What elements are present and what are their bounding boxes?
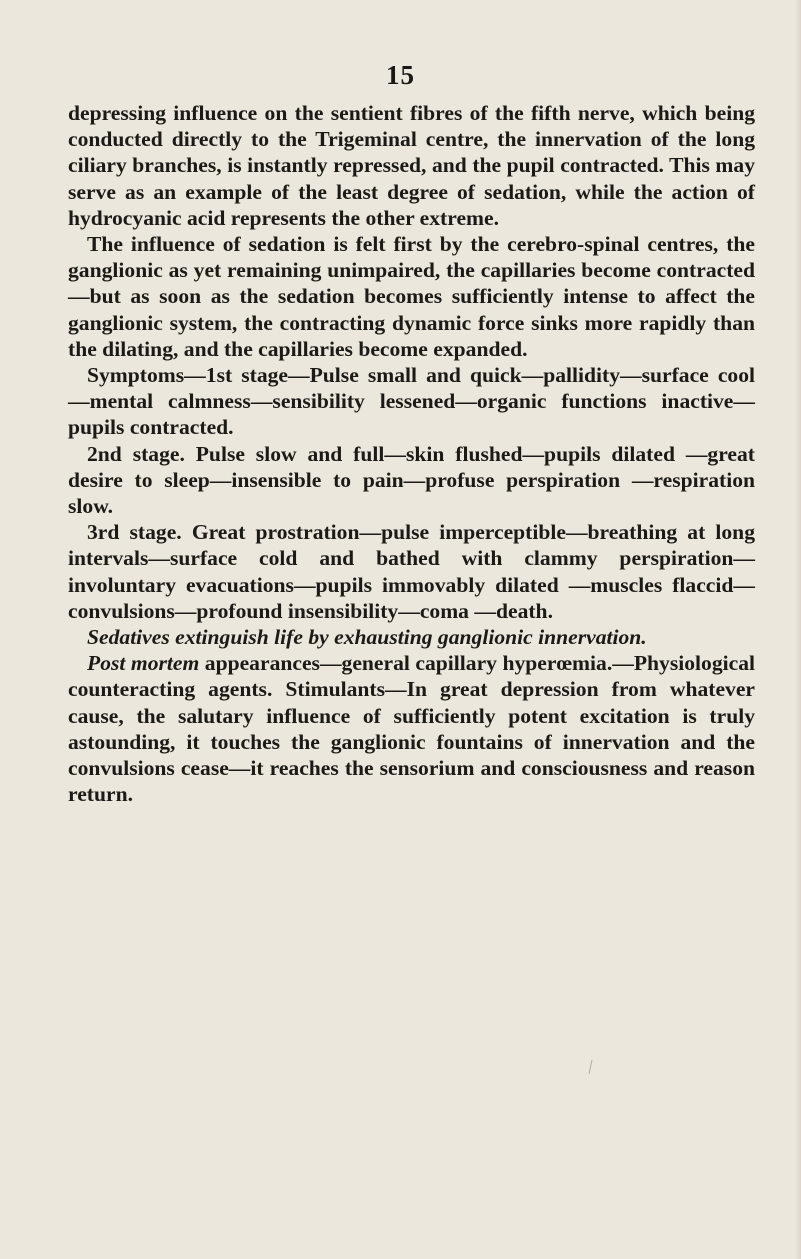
page-edge-shadow — [795, 0, 801, 1259]
paragraph-second-stage: 2nd stage. Pulse slow and full—skin flushed—pupils dilated —great desire to sleep—insensible to pain—profuse perspiration —respiration slow. — [68, 441, 755, 519]
page-number: 15 — [386, 60, 415, 90]
paragraph-sedatives-principle: Sedatives extinguish life by exhausting ganglionic innervation. — [87, 625, 647, 650]
post-mortem-text: appearances—general capillary hyperœmia.—Physiological counteracting agents. Stimulants—In great depression from whatever cause, the salutary influence of sufficiently potent excitation is truly astounding, it touches the ganglionic fountains of innervation and the convulsions cease—it reaches the sensorium and consciousness and reason return. — [68, 651, 755, 807]
paragraph-symptoms-first-stage: Symptoms—1st stage—Pulse small and quick—pallidity—surface cool—mental calmness—sensibility lessened—organic functions inactive—pupils contracted. — [68, 363, 755, 440]
stray-pencil-mark — [589, 1060, 593, 1074]
post-mortem-italic-lead: Post mortem — [87, 651, 200, 676]
paragraph-post-mortem — [68, 650, 755, 807]
body-text — [68, 100, 755, 807]
paragraph-third-stage: 3rd stage. Great prostration—pulse imperceptible—breathing at long intervals—surface cold and bathed with clammy perspiration—involuntary evacuations—pupils immovably dilated —muscles flaccid—convulsions—profound insensibility—coma —death. — [68, 520, 755, 623]
paragraph-sedation-influence: The influence of sedation is felt first by the cerebro-spinal centres, the ganglionic as yet remaining unimpaired, the capillaries become contracted—but as soon as the sedation becomes sufficiently intense to affect the ganglionic system, the contracting dynamic force sinks more rapidly than the dilating, and the capillaries become expanded. — [68, 232, 755, 361]
paragraph-sedation-example: depressing influence on the sentient fibres of the fifth nerve, which being conducted directly to the Trigeminal centre, the innervation of the long ciliary branches, is instantly repressed, and the pupil contracted. This may serve as an example of the least degree of sedation, while the action of hydrocyanic acid represents the other extreme. — [68, 101, 755, 230]
